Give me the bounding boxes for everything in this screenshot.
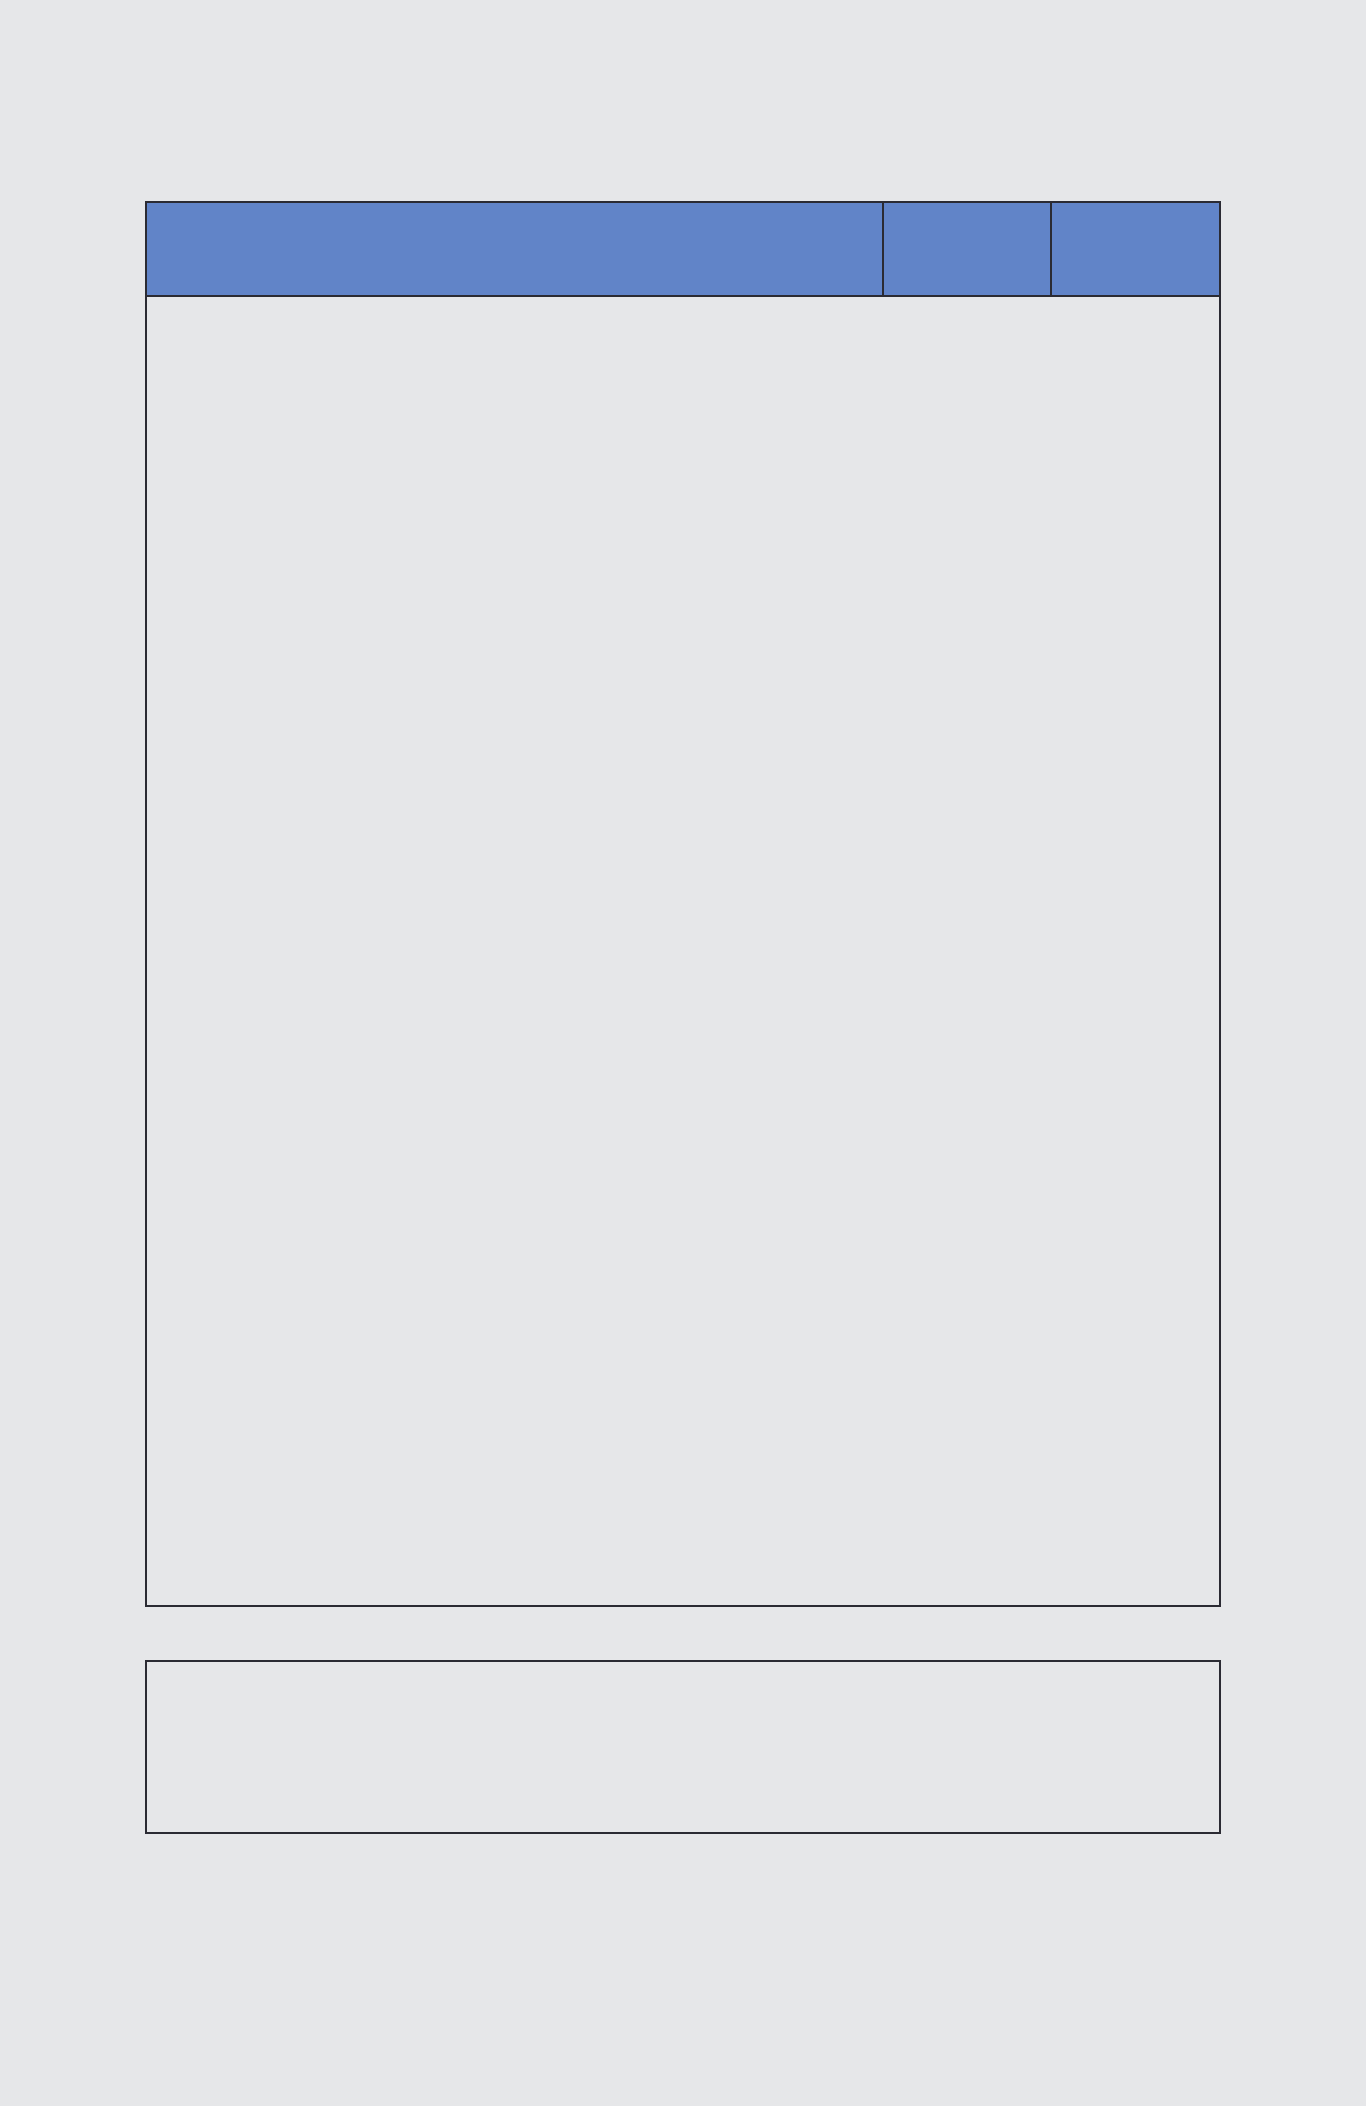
- header-background: [1050, 203, 1221, 295]
- dose-table: [145, 201, 1221, 1607]
- header-procedure: [147, 203, 882, 295]
- table-header: [147, 203, 1219, 297]
- acr-logo[interactable]: [880, 1910, 1030, 1990]
- note-box: [145, 1660, 1221, 1834]
- radiologyinfo-logo[interactable]: [320, 1915, 660, 1985]
- rsna-logo[interactable]: [680, 1910, 850, 2000]
- header-dose: [882, 203, 1052, 295]
